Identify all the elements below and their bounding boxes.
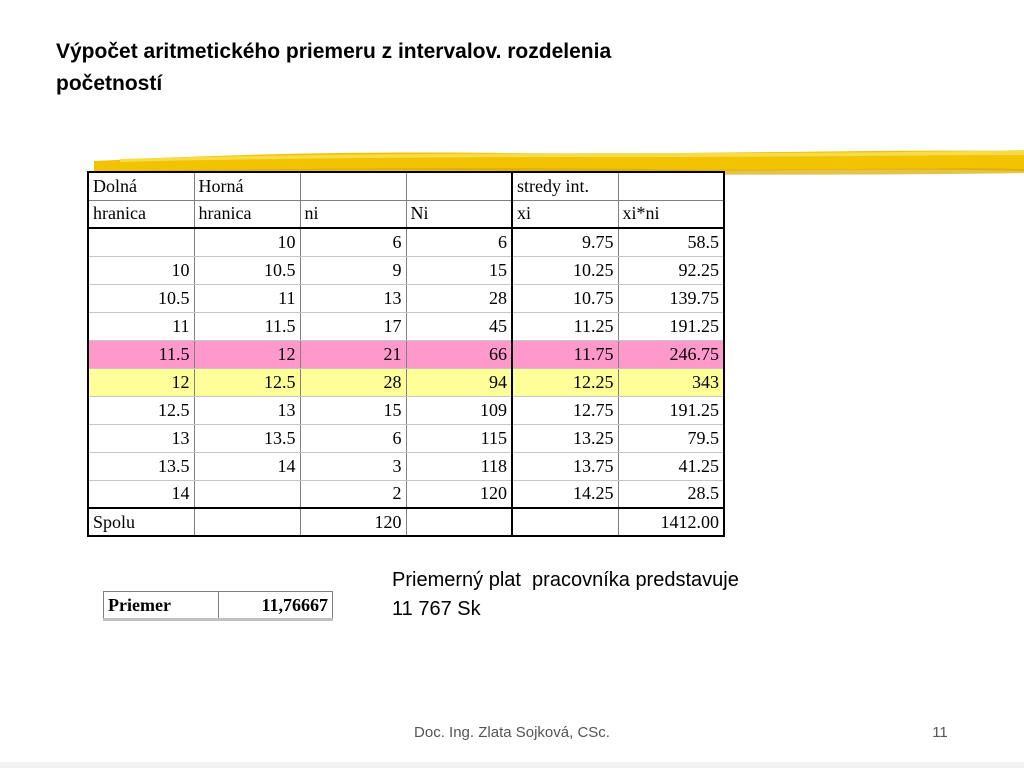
- table-cell: [88, 228, 194, 256]
- header-cell: Ni: [406, 200, 512, 228]
- table-cell: 13: [194, 396, 300, 424]
- header-cell: [618, 172, 724, 200]
- table-row: [88, 284, 724, 312]
- table-row: [88, 480, 724, 508]
- table-cell: 13.75: [512, 452, 618, 480]
- header-cell: xi*ni: [618, 200, 724, 228]
- table-cell: 10.75: [512, 284, 618, 312]
- table-cell: 11: [88, 312, 194, 340]
- header-cell: hranica: [194, 200, 300, 228]
- table-cell: 11.75: [512, 340, 618, 368]
- table-cell: 9: [300, 256, 406, 284]
- table-cell: 246.75: [618, 340, 724, 368]
- header-cell: xi: [512, 200, 618, 228]
- table-row-modal-class: [88, 368, 724, 396]
- table-cell: 41.25: [618, 452, 724, 480]
- table-cell: 343: [618, 368, 724, 396]
- total-xini: 1412.00: [618, 508, 724, 536]
- header-cell: stredy int.: [512, 172, 618, 200]
- average-box: [103, 591, 333, 621]
- table-cell: 45: [406, 312, 512, 340]
- table-cell: 10.25: [512, 256, 618, 284]
- table-cell: 6: [300, 424, 406, 452]
- table-cell: 109: [406, 396, 512, 424]
- table-row-median-class: [88, 340, 724, 368]
- table-cell: 14: [88, 480, 194, 508]
- table-cell: 11: [194, 284, 300, 312]
- table-row: [88, 452, 724, 480]
- average-label: Priemer: [104, 592, 219, 620]
- table-cell: 21: [300, 340, 406, 368]
- table-cell: 12.75: [512, 396, 618, 424]
- slide-title-line-1: Výpočet aritmetického priemeru z intervalov. rozdelenia: [56, 40, 612, 63]
- conclusion-line-1: Priemerný plat pracovníka predstavuje: [392, 569, 739, 591]
- table-header-row: [88, 200, 724, 228]
- page-number: 11: [932, 724, 948, 741]
- conclusion-text: [392, 566, 862, 624]
- table-header-row: [88, 172, 724, 200]
- table-cell: 15: [406, 256, 512, 284]
- table-cell: 13: [88, 424, 194, 452]
- table-cell: 13.5: [88, 452, 194, 480]
- table-cell: 13: [300, 284, 406, 312]
- header-cell: ni: [300, 200, 406, 228]
- header-cell: Horná: [194, 172, 300, 200]
- table-cell: 191.25: [618, 396, 724, 424]
- table-row: [88, 256, 724, 284]
- table-cell: 10: [88, 256, 194, 284]
- table-cell: [512, 508, 618, 536]
- table-cell: 28: [406, 284, 512, 312]
- header-cell: [300, 172, 406, 200]
- table-row: [88, 424, 724, 452]
- average-value: 11,76667: [219, 592, 333, 620]
- table-cell: 12.5: [88, 396, 194, 424]
- table-cell: 28: [300, 368, 406, 396]
- table-cell: 10.5: [194, 256, 300, 284]
- frequency-table: [87, 171, 725, 537]
- table-row: [88, 396, 724, 424]
- table-cell: 11.25: [512, 312, 618, 340]
- header-cell: [406, 172, 512, 200]
- table-cell: 17: [300, 312, 406, 340]
- table-cell: 11.5: [88, 340, 194, 368]
- table-cell: 14.25: [512, 480, 618, 508]
- table-cell: 139.75: [618, 284, 724, 312]
- table-row: [88, 228, 724, 256]
- header-cell: hranica: [88, 200, 194, 228]
- table-cell: 13.5: [194, 424, 300, 452]
- total-ni: 120: [300, 508, 406, 536]
- table-cell: 14: [194, 452, 300, 480]
- table-cell: 12.25: [512, 368, 618, 396]
- table-cell: 115: [406, 424, 512, 452]
- table-cell: [194, 480, 300, 508]
- conclusion-line-2: 11 767 Sk: [392, 598, 481, 620]
- table-cell: 28.5: [618, 480, 724, 508]
- table-row: [88, 312, 724, 340]
- slide-title: [56, 36, 916, 100]
- slide-title-line-2: početností: [56, 72, 163, 95]
- table-cell: 15: [300, 396, 406, 424]
- table-cell: 94: [406, 368, 512, 396]
- table-cell: 11.5: [194, 312, 300, 340]
- footer-author: Doc. Ing. Zlata Sojková, CSc.: [414, 724, 610, 741]
- table-cell: 66: [406, 340, 512, 368]
- bottom-strip-decoration: [0, 762, 1024, 768]
- table-cell: 10.5: [88, 284, 194, 312]
- table-cell: 120: [406, 480, 512, 508]
- table-cell: 13.25: [512, 424, 618, 452]
- table-cell: 9.75: [512, 228, 618, 256]
- table-cell: 58.5: [618, 228, 724, 256]
- table-cell: 6: [300, 228, 406, 256]
- table-cell: 10: [194, 228, 300, 256]
- table-cell: 3: [300, 452, 406, 480]
- header-cell: Dolná: [88, 172, 194, 200]
- table-cell: [406, 508, 512, 536]
- table-cell: 79.5: [618, 424, 724, 452]
- table-cell: 6: [406, 228, 512, 256]
- total-label: Spolu: [88, 508, 194, 536]
- table-cell: 118: [406, 452, 512, 480]
- table-cell: 2: [300, 480, 406, 508]
- table-cell: [194, 508, 300, 536]
- table-total-row: [88, 508, 724, 536]
- table-cell: 12.5: [194, 368, 300, 396]
- table-cell: 12: [88, 368, 194, 396]
- table-cell: 92.25: [618, 256, 724, 284]
- table-cell: 12: [194, 340, 300, 368]
- table-cell: 191.25: [618, 312, 724, 340]
